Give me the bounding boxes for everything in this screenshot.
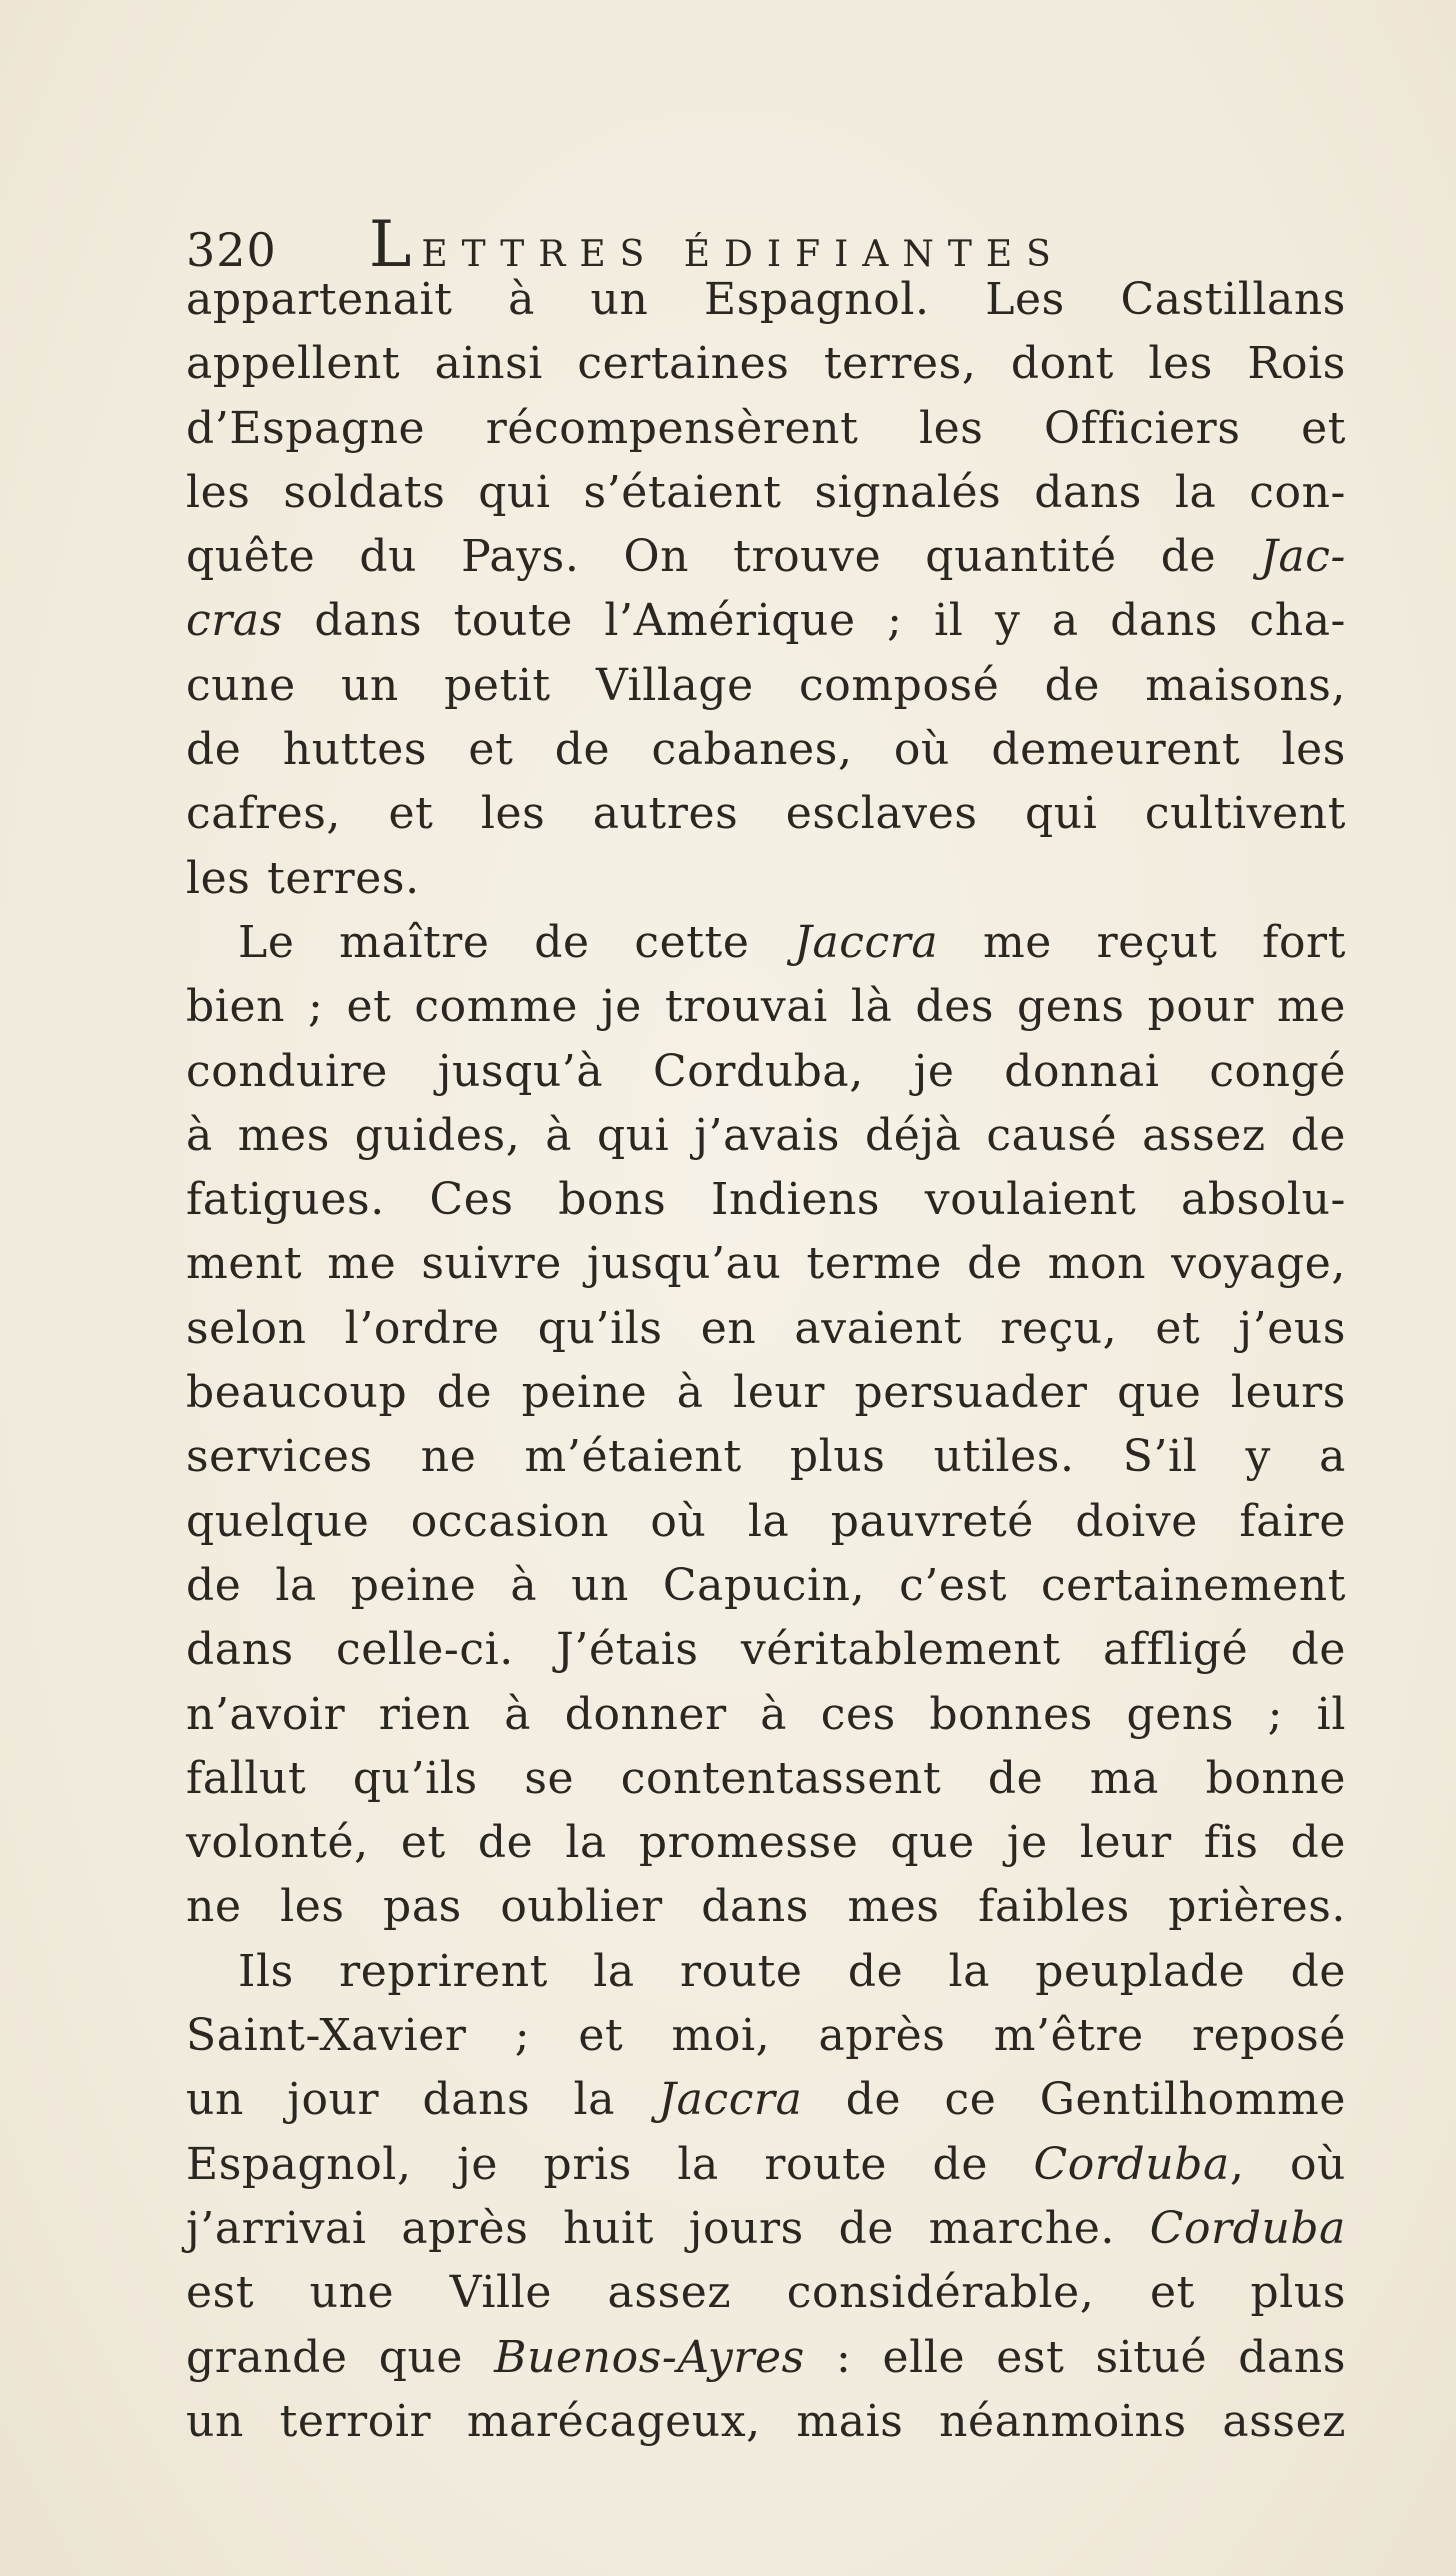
text-line: fallut qu’ils se contentassent de ma bonne [186, 1752, 1346, 1804]
text-line: quelque occasion où la pauvreté doive faire [186, 1495, 1346, 1547]
text-line: à mes guides, à qui j’avais déjà causé assez de [186, 1109, 1346, 1161]
italic-term: Jaccra [794, 916, 939, 968]
text-line: Le maître de cette Jaccra me reçut fort [238, 916, 1346, 968]
text-line: appellent ainsi certaines terres, dont les Rois [186, 338, 1346, 390]
running-title-initial: L [368, 208, 422, 282]
text-line: ment me suivre jusqu’au terme de mon voyage, [186, 1238, 1346, 1290]
text-line: n’avoir rien à donner à ces bonnes gens ; il [186, 1688, 1346, 1740]
text-line: beaucoup de peine à leur persuader que leurs [186, 1367, 1346, 1419]
text-line: Saint-Xavier ; et moi, après m’être reposé [186, 2010, 1346, 2062]
text-line: cafres, et les autres esclaves qui cultivent [186, 788, 1346, 840]
text-line: les soldats qui s’étaient signalés dans la con- [186, 466, 1346, 518]
italic-term: Jaccra [658, 2074, 803, 2126]
text-line: selon l’ordre qu’ils en avaient reçu, et j’eus [186, 1302, 1346, 1354]
body-text [186, 268, 1346, 2454]
text-line: j’arrivai après huit jours de marche. Corduba [186, 2202, 1346, 2254]
text-line: les terres. [186, 852, 420, 904]
running-title-rest: ETTRES ÉDIFIANTES [421, 234, 1065, 275]
italic-term: cras [186, 595, 283, 647]
text-line: un terroir marécageux, mais néanmoins assez [186, 2395, 1346, 2447]
text-line: est une Ville assez considérable, et plus [186, 2267, 1346, 2319]
text-line: Espagnol, je pris la route de Corduba, où [186, 2138, 1346, 2190]
text-line: un jour dans la Jaccra de ce Gentilhomme [186, 2074, 1346, 2126]
italic-term: Jac- [1260, 531, 1346, 583]
text-line: dans celle-ci. J’étais véritablement affligé de [186, 1624, 1346, 1676]
text-line: de huttes et de cabanes, où demeurent les [186, 724, 1346, 776]
italic-term: Corduba [1149, 2202, 1346, 2254]
text-line: services ne m’étaient plus utiles. S’il y a [186, 1431, 1346, 1483]
text-line: cune un petit Village composé de maisons, [186, 659, 1346, 711]
page-number: 320 [186, 223, 277, 277]
text-line: appartenait à un Espagnol. Les Castillans [186, 274, 1346, 325]
text-line: grande que Buenos-Ayres : elle est situé dans [186, 2331, 1346, 2383]
text-line: ne les pas oublier dans mes faibles prières. [186, 1881, 1346, 1933]
italic-term: Buenos-Ayres [494, 2331, 805, 2383]
italic-term: Corduba [1033, 2138, 1230, 2190]
text-line: cras dans toute l’Amérique ; il y a dans cha- [186, 595, 1346, 647]
text-line: Ils reprirent la route de la peuplade de [238, 1945, 1346, 1997]
text-line: conduire jusqu’à Corduba, je donnai congé [186, 1045, 1346, 1097]
text-line: de la peine à un Capucin, c’est certainement [186, 1559, 1346, 1611]
text-line: d’Espagne récompensèrent les Officiers et [186, 402, 1346, 454]
text-line: bien ; et comme je trouvai là des gens pour me [186, 981, 1346, 1033]
text-line: volonté, et de la promesse que je leur fis de [186, 1817, 1346, 1869]
text-line: quête du Pays. On trouve quantité de Jac- [186, 531, 1346, 583]
text-line: fatigues. Ces bons Indiens voulaient absolu- [186, 1174, 1346, 1226]
